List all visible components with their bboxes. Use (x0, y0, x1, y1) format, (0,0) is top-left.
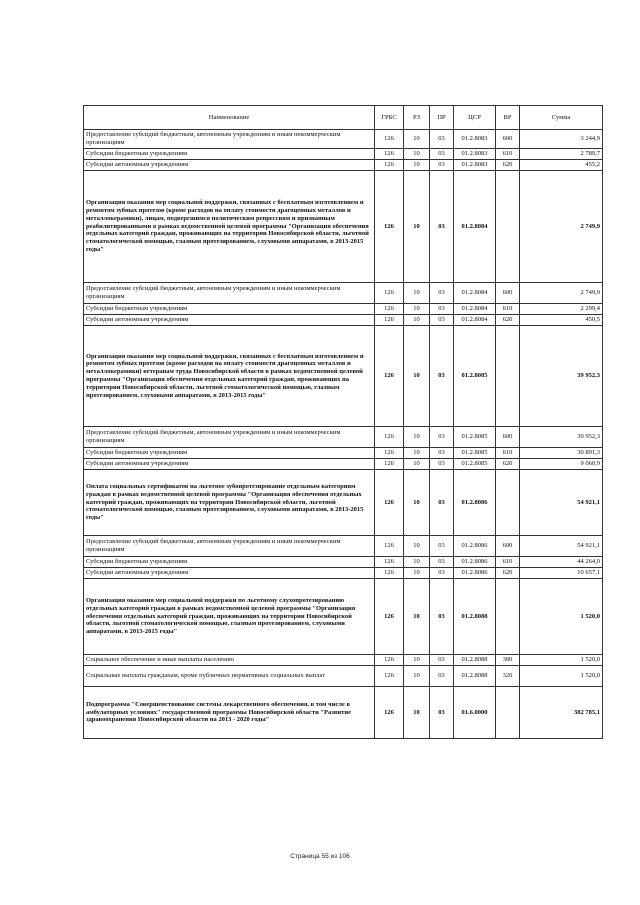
cell-name: Социальное обеспечение и иные выплаты населению (84, 655, 375, 666)
table-row (84, 448, 603, 459)
cell-name: Субсидии бюджетным учреждениям (84, 448, 375, 459)
cell-vr: 600 (496, 536, 520, 557)
cell-sum: 10 657,1 (520, 568, 603, 579)
table-row (84, 283, 603, 304)
cell-vr: 300 (496, 655, 520, 666)
cell-rz: 10 (404, 171, 430, 283)
cell-csr: 01.6.0000 (454, 687, 496, 739)
table-row (84, 130, 603, 149)
cell-sum: 455,2 (520, 160, 603, 171)
cell-name: Организация оказания мер социальной поддержки по льготному слухопротезированию отдельных категорий граждан в рамках ведомственной целевой программы "Организация обеспечения отдельных категорий граждан, проживающих на территории Новосибирской области, льготной стоматологической помощью, глазным протезированием, слуховыми аппаратами, в 2013-2015 годы" (84, 579, 375, 655)
header-csr: ЦСР (454, 106, 496, 130)
cell-rz: 10 (404, 315, 430, 326)
cell-vr: 320 (496, 666, 520, 687)
cell-pr: 03 (430, 283, 454, 304)
cell-name: Субсидии бюджетным учреждениям (84, 149, 375, 160)
cell-grbs: 126 (375, 283, 404, 304)
cell-pr: 03 (430, 655, 454, 666)
cell-pr: 03 (430, 427, 454, 448)
cell-pr: 03 (430, 130, 454, 149)
cell-rz: 10 (404, 130, 430, 149)
cell-grbs: 126 (375, 304, 404, 315)
cell-csr: 01.2.8086 (454, 470, 496, 536)
cell-pr: 03 (430, 448, 454, 459)
cell-grbs: 126 (375, 160, 404, 171)
cell-grbs: 126 (375, 536, 404, 557)
cell-pr: 03 (430, 304, 454, 315)
table-row (84, 326, 603, 427)
cell-rz: 10 (404, 326, 430, 427)
cell-sum: 2 749,9 (520, 171, 603, 283)
cell-sum: 44 264,0 (520, 557, 603, 568)
cell-sum: 1 520,0 (520, 655, 603, 666)
cell-pr: 03 (430, 326, 454, 427)
table-row (84, 171, 603, 283)
cell-sum: 9 060,9 (520, 459, 603, 470)
table-row (84, 149, 603, 160)
cell-name: Субсидии бюджетным учреждениям (84, 304, 375, 315)
cell-csr: 01.2.8088 (454, 666, 496, 687)
cell-pr: 03 (430, 160, 454, 171)
cell-sum: 2 749,9 (520, 283, 603, 304)
cell-vr: 610 (496, 557, 520, 568)
cell-name: Субсидии бюджетным учреждениям (84, 557, 375, 568)
cell-sum: 450,5 (520, 315, 603, 326)
cell-csr: 01.2.8085 (454, 459, 496, 470)
cell-pr: 03 (430, 315, 454, 326)
cell-name: Предоставление субсидий бюджетным, автономным учреждениям и иным некоммерческим организациям (84, 427, 375, 448)
table-row (84, 427, 603, 448)
cell-name: Подпрограмма "Совершенствование системы лекарственного обеспечения, в том числе в амбулаторных условиях" государственной программы Новосибирской области "Развитие здравоохранения Новосибирской области на 2013 - 2020 годы" (84, 687, 375, 739)
page-number: Страница 55 из 106 (290, 853, 350, 860)
cell-pr: 03 (430, 687, 454, 739)
cell-name: Субсидии автономным учреждениям (84, 568, 375, 579)
cell-grbs: 126 (375, 448, 404, 459)
table-row (84, 315, 603, 326)
cell-name: Организация оказания мер социальной поддержки, связанных с бесплатным изготовлением и ремонтом зубных протезов (кроме расходов на оплату стоимости драгоценных металлов и металлокерамики), лицам, подвергшимся политическим репрессиям и признанным реабилитированными в рамках ведомственной целевой программы "Организация обеспечения отдельных категорий граждан, проживающих на территории Новосибирской области, льготной стоматологической помощью, глазным протезированием, слуховыми аппаратами, в 2013-2015 годы" (84, 171, 375, 283)
cell-grbs: 126 (375, 459, 404, 470)
cell-csr: 01.2.8085 (454, 326, 496, 427)
cell-rz: 10 (404, 427, 430, 448)
cell-pr: 03 (430, 536, 454, 557)
cell-grbs: 126 (375, 470, 404, 536)
cell-name: Социальные выплаты гражданам, кроме публичных нормативных социальных выплат (84, 666, 375, 687)
cell-grbs: 126 (375, 427, 404, 448)
cell-rz: 10 (404, 448, 430, 459)
table-row (84, 579, 603, 655)
cell-vr: 620 (496, 315, 520, 326)
table-row (84, 304, 603, 315)
cell-sum: 2 789,7 (520, 149, 603, 160)
table-row (84, 666, 603, 687)
cell-vr (496, 470, 520, 536)
header-rz: РЗ (404, 106, 430, 130)
header-name: Наименование (84, 106, 375, 130)
cell-sum: 2 299,4 (520, 304, 603, 315)
cell-grbs: 126 (375, 149, 404, 160)
cell-vr: 610 (496, 448, 520, 459)
cell-sum: 3 244,9 (520, 130, 603, 149)
cell-grbs: 126 (375, 171, 404, 283)
header-sum: Сумма (520, 106, 603, 130)
table-row (84, 160, 603, 171)
header-grbs: ГРБС (375, 106, 404, 130)
cell-grbs: 126 (375, 666, 404, 687)
cell-name: Предоставление субсидий бюджетным, автономным учреждениям и иным некоммерческим организациям (84, 130, 375, 149)
cell-csr: 01.2.8084 (454, 171, 496, 283)
cell-name: Субсидии автономным учреждениям (84, 459, 375, 470)
cell-name: Субсидии автономным учреждениям (84, 160, 375, 171)
header-pr: ПР (430, 106, 454, 130)
cell-csr: 01.2.8085 (454, 448, 496, 459)
cell-vr: 600 (496, 427, 520, 448)
cell-rz: 10 (404, 149, 430, 160)
cell-name: Субсидии автономным учреждениям (84, 315, 375, 326)
cell-rz: 10 (404, 283, 430, 304)
cell-rz: 10 (404, 304, 430, 315)
budget-table (83, 105, 603, 739)
cell-sum: 30 891,3 (520, 448, 603, 459)
cell-sum: 39 952,3 (520, 326, 603, 427)
cell-pr: 03 (430, 470, 454, 536)
cell-sum: 382 785,1 (520, 687, 603, 739)
cell-vr: 600 (496, 130, 520, 149)
cell-vr (496, 326, 520, 427)
cell-pr: 03 (430, 579, 454, 655)
cell-grbs: 126 (375, 579, 404, 655)
cell-csr: 01.2.8083 (454, 130, 496, 149)
cell-grbs: 126 (375, 687, 404, 739)
cell-rz: 10 (404, 459, 430, 470)
cell-pr: 03 (430, 557, 454, 568)
cell-pr: 03 (430, 149, 454, 160)
cell-rz: 10 (404, 160, 430, 171)
cell-rz: 10 (404, 470, 430, 536)
cell-csr: 01.2.8086 (454, 536, 496, 557)
cell-rz: 10 (404, 536, 430, 557)
cell-name: Предоставление субсидий бюджетным, автономным учреждениям и иным некоммерческим организациям (84, 536, 375, 557)
cell-vr: 600 (496, 283, 520, 304)
cell-vr (496, 687, 520, 739)
cell-grbs: 126 (375, 130, 404, 149)
cell-csr: 01.2.8083 (454, 149, 496, 160)
cell-csr: 01.2.8084 (454, 283, 496, 304)
cell-rz: 10 (404, 655, 430, 666)
cell-sum: 54 921,1 (520, 470, 603, 536)
table-row (84, 557, 603, 568)
table-row (84, 655, 603, 666)
cell-rz: 10 (404, 557, 430, 568)
cell-csr: 01.2.8084 (454, 304, 496, 315)
cell-sum: 1 520,0 (520, 579, 603, 655)
cell-vr (496, 171, 520, 283)
cell-grbs: 126 (375, 568, 404, 579)
cell-csr: 01.2.8084 (454, 315, 496, 326)
table-row (84, 470, 603, 536)
cell-pr: 03 (430, 666, 454, 687)
cell-vr: 620 (496, 459, 520, 470)
cell-grbs: 126 (375, 655, 404, 666)
table-row (84, 459, 603, 470)
cell-grbs: 126 (375, 557, 404, 568)
cell-pr: 03 (430, 459, 454, 470)
cell-grbs: 126 (375, 315, 404, 326)
cell-vr: 620 (496, 568, 520, 579)
cell-name: Организация оказания мер социальной поддержки, связанных с бесплатным изготовлением и ремонтом зубных протезов (кроме расходов на оплату стоимости драгоценных металлов и металлокерамики) ветеранам труда Новосибирской области в рамках ведомственной целевой программы "Организация обеспечения отдельных категорий граждан, проживающих на территории Новосибирской области, льготной стоматологической помощью, глазным протезированием, слуховыми аппаратами, в 2013-2015 годы" (84, 326, 375, 427)
cell-vr (496, 579, 520, 655)
cell-csr: 01.2.8083 (454, 160, 496, 171)
cell-csr: 01.2.8088 (454, 655, 496, 666)
cell-name: Оплата социальных сертификатов на льготное зубопротезирование отдельным категориям граждан в рамках ведомственной целевой программы "Организация обеспечения отдельных категорий граждан, проживающих на территории Новосибирской области, льготной стоматологической помощью, глазным протезированием, слуховыми аппаратами, в 2013-2015 годы" (84, 470, 375, 536)
cell-sum: 39 952,3 (520, 427, 603, 448)
table-row (84, 687, 603, 739)
cell-vr: 610 (496, 149, 520, 160)
cell-sum: 1 520,0 (520, 666, 603, 687)
cell-csr: 01.2.8086 (454, 568, 496, 579)
table-row (84, 568, 603, 579)
header-vr: ВР (496, 106, 520, 130)
table-header-row (84, 106, 603, 130)
cell-rz: 10 (404, 579, 430, 655)
cell-rz: 10 (404, 568, 430, 579)
table-row (84, 536, 603, 557)
cell-pr: 03 (430, 171, 454, 283)
cell-csr: 01.2.8086 (454, 557, 496, 568)
cell-vr: 620 (496, 160, 520, 171)
cell-rz: 10 (404, 666, 430, 687)
cell-grbs: 126 (375, 326, 404, 427)
cell-rz: 10 (404, 687, 430, 739)
cell-csr: 01.2.8088 (454, 579, 496, 655)
cell-pr: 03 (430, 568, 454, 579)
cell-name: Предоставление субсидий бюджетным, автономным учреждениям и иным некоммерческим организациям (84, 283, 375, 304)
cell-sum: 54 921,1 (520, 536, 603, 557)
cell-vr: 610 (496, 304, 520, 315)
cell-csr: 01.2.8085 (454, 427, 496, 448)
